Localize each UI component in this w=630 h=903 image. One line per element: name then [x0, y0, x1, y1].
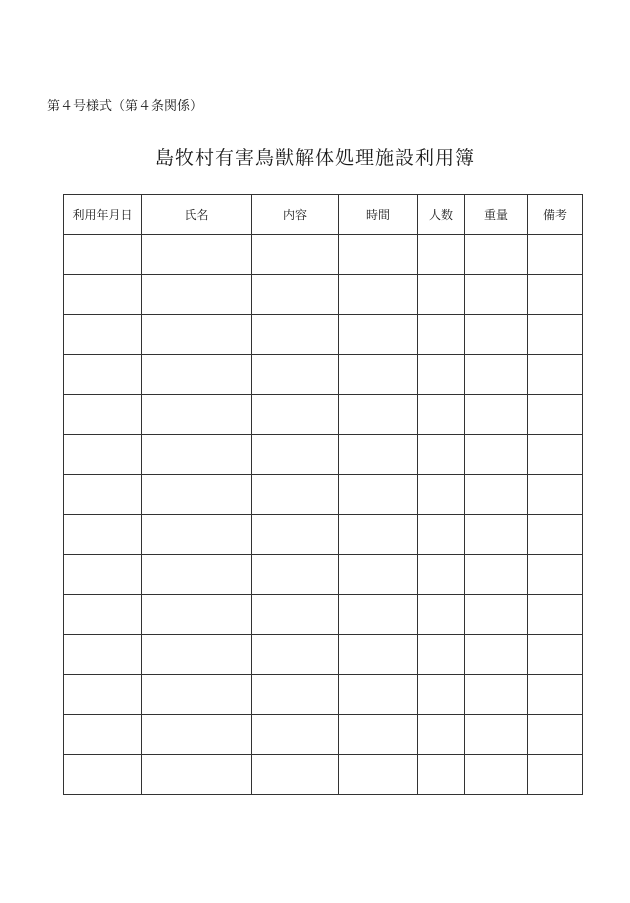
- cell-remarks: [528, 315, 583, 355]
- cell-name: [142, 395, 252, 435]
- cell-time: [339, 715, 418, 755]
- cell-time: [339, 675, 418, 715]
- cell-content: [252, 555, 339, 595]
- cell-headcount: [418, 675, 465, 715]
- table-row: [64, 555, 583, 595]
- cell-name: [142, 475, 252, 515]
- cell-name: [142, 635, 252, 675]
- cell-weight: [465, 595, 528, 635]
- cell-remarks: [528, 755, 583, 795]
- column-header-headcount: 人数: [418, 195, 465, 235]
- table-row: [64, 435, 583, 475]
- cell-headcount: [418, 315, 465, 355]
- cell-remarks: [528, 675, 583, 715]
- table-row: [64, 715, 583, 755]
- cell-content: [252, 235, 339, 275]
- document-title: 島牧村有害鳥獣解体処理施設利用簿: [154, 147, 475, 169]
- cell-headcount: [418, 635, 465, 675]
- cell-weight: [465, 435, 528, 475]
- cell-time: [339, 275, 418, 315]
- cell-usage-date: [64, 235, 142, 275]
- cell-name: [142, 235, 252, 275]
- table-row: [64, 395, 583, 435]
- cell-name: [142, 515, 252, 555]
- cell-time: [339, 595, 418, 635]
- cell-headcount: [418, 395, 465, 435]
- cell-time: [339, 315, 418, 355]
- table-row: [64, 475, 583, 515]
- cell-content: [252, 395, 339, 435]
- usage-ledger-table: [63, 194, 583, 795]
- cell-usage-date: [64, 355, 142, 395]
- cell-content: [252, 475, 339, 515]
- cell-name: [142, 715, 252, 755]
- cell-weight: [465, 555, 528, 595]
- cell-time: [339, 355, 418, 395]
- cell-time: [339, 515, 418, 555]
- cell-name: [142, 435, 252, 475]
- cell-content: [252, 315, 339, 355]
- table-row: [64, 675, 583, 715]
- cell-time: [339, 475, 418, 515]
- cell-usage-date: [64, 315, 142, 355]
- cell-name: [142, 595, 252, 635]
- cell-remarks: [528, 475, 583, 515]
- cell-name: [142, 675, 252, 715]
- column-header-name: 氏名: [142, 195, 252, 235]
- cell-usage-date: [64, 675, 142, 715]
- cell-weight: [465, 515, 528, 555]
- table-row: [64, 755, 583, 795]
- table-row: [64, 515, 583, 555]
- cell-time: [339, 235, 418, 275]
- cell-name: [142, 555, 252, 595]
- cell-usage-date: [64, 595, 142, 635]
- cell-weight: [465, 235, 528, 275]
- column-header-remarks: 備考: [528, 195, 583, 235]
- cell-content: [252, 355, 339, 395]
- cell-usage-date: [64, 275, 142, 315]
- table-row: [64, 635, 583, 675]
- table-row: [64, 275, 583, 315]
- cell-content: [252, 275, 339, 315]
- cell-weight: [465, 475, 528, 515]
- cell-remarks: [528, 275, 583, 315]
- cell-usage-date: [64, 475, 142, 515]
- cell-remarks: [528, 395, 583, 435]
- cell-content: [252, 515, 339, 555]
- cell-remarks: [528, 715, 583, 755]
- cell-content: [252, 595, 339, 635]
- cell-remarks: [528, 635, 583, 675]
- cell-time: [339, 635, 418, 675]
- cell-headcount: [418, 355, 465, 395]
- cell-usage-date: [64, 755, 142, 795]
- cell-weight: [465, 355, 528, 395]
- cell-name: [142, 275, 252, 315]
- cell-content: [252, 635, 339, 675]
- cell-remarks: [528, 515, 583, 555]
- column-header-usage-date: 利用年月日: [64, 195, 142, 235]
- cell-name: [142, 355, 252, 395]
- cell-headcount: [418, 475, 465, 515]
- cell-weight: [465, 315, 528, 355]
- table-body: [64, 235, 583, 795]
- cell-name: [142, 315, 252, 355]
- column-header-content: 内容: [252, 195, 339, 235]
- table-row: [64, 315, 583, 355]
- cell-usage-date: [64, 395, 142, 435]
- cell-headcount: [418, 715, 465, 755]
- cell-weight: [465, 675, 528, 715]
- table-row: [64, 355, 583, 395]
- cell-usage-date: [64, 635, 142, 675]
- cell-headcount: [418, 435, 465, 475]
- cell-weight: [465, 275, 528, 315]
- cell-headcount: [418, 235, 465, 275]
- cell-content: [252, 435, 339, 475]
- cell-weight: [465, 715, 528, 755]
- cell-headcount: [418, 555, 465, 595]
- cell-remarks: [528, 555, 583, 595]
- cell-content: [252, 715, 339, 755]
- cell-time: [339, 435, 418, 475]
- cell-usage-date: [64, 555, 142, 595]
- table-header-row: [64, 195, 583, 235]
- cell-remarks: [528, 235, 583, 275]
- cell-weight: [465, 755, 528, 795]
- cell-remarks: [528, 435, 583, 475]
- cell-usage-date: [64, 715, 142, 755]
- column-header-time: 時間: [339, 195, 418, 235]
- table-row: [64, 595, 583, 635]
- table-row: [64, 235, 583, 275]
- cell-headcount: [418, 755, 465, 795]
- cell-name: [142, 755, 252, 795]
- column-header-weight: 重量: [465, 195, 528, 235]
- cell-remarks: [528, 595, 583, 635]
- form-number-label: 第４号様式（第４条関係）: [47, 99, 204, 114]
- cell-weight: [465, 395, 528, 435]
- cell-remarks: [528, 355, 583, 395]
- cell-headcount: [418, 515, 465, 555]
- cell-weight: [465, 635, 528, 675]
- cell-headcount: [418, 275, 465, 315]
- cell-usage-date: [64, 435, 142, 475]
- cell-content: [252, 755, 339, 795]
- cell-time: [339, 755, 418, 795]
- cell-time: [339, 395, 418, 435]
- cell-time: [339, 555, 418, 595]
- cell-content: [252, 675, 339, 715]
- cell-headcount: [418, 595, 465, 635]
- cell-usage-date: [64, 515, 142, 555]
